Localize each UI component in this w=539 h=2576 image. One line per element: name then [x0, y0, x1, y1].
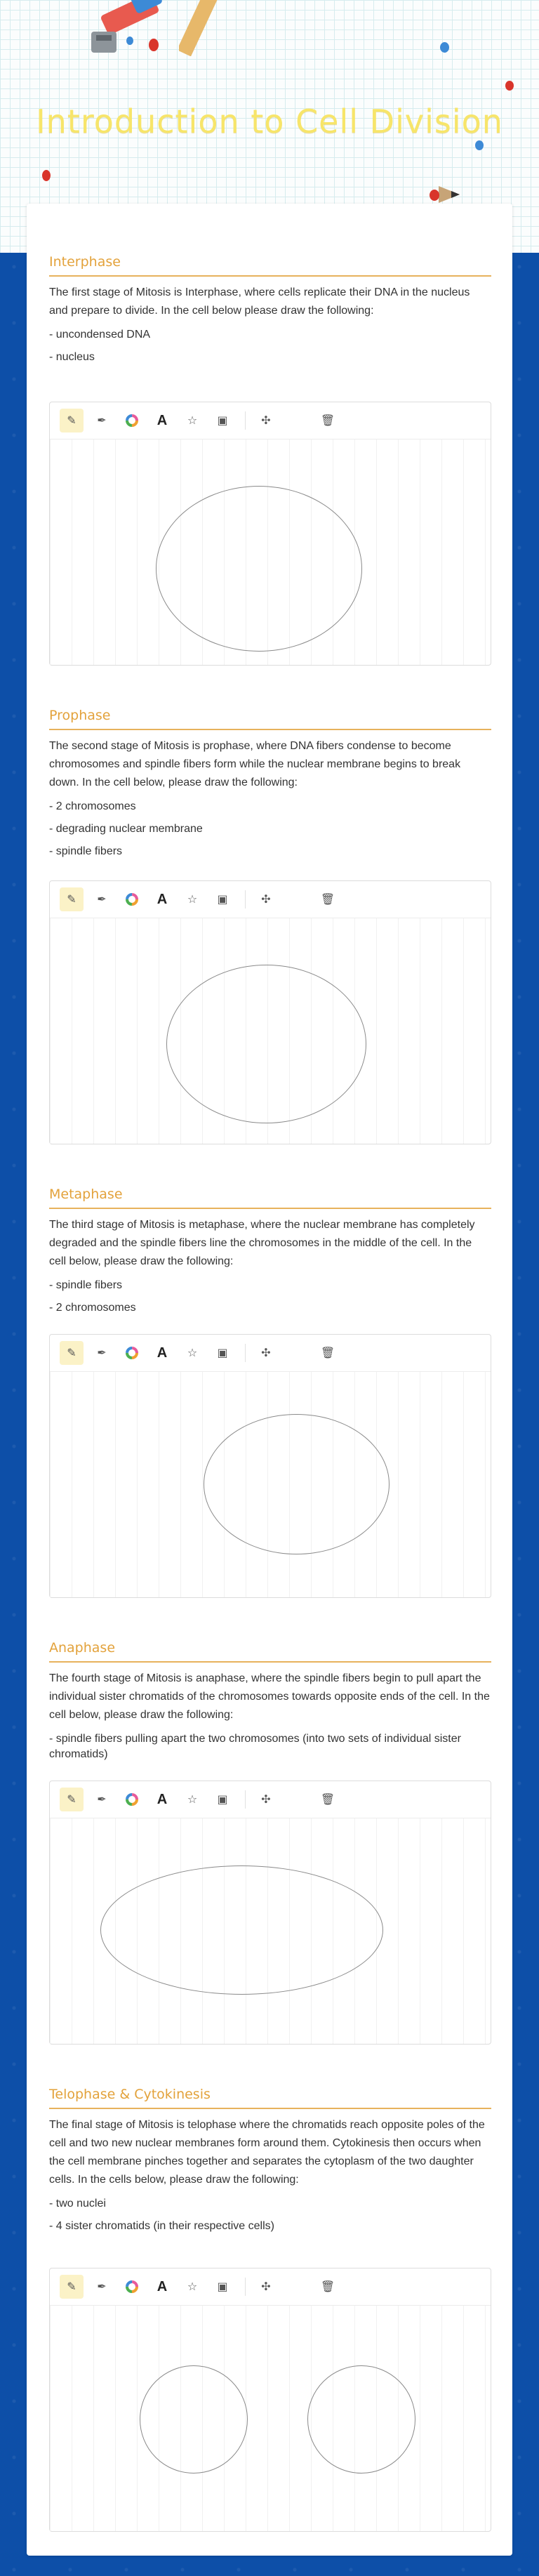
drawing-toolbar	[50, 2268, 491, 2306]
move-icon: ✣	[261, 1794, 271, 1806]
color-picker[interactable]	[120, 1788, 144, 1811]
section-description: The fourth stage of Mitosis is anaphase, where the spindle fibers begin to pull apart the individual sister chromatids of the chromosomes towards opposite ends of the cell. In the cell below, please draw the following:	[49, 1672, 490, 1721]
image-icon: ▣	[217, 415, 228, 427]
pen-icon: ✒	[97, 894, 107, 906]
delete-tool[interactable]	[316, 1341, 340, 1365]
color-picker[interactable]	[120, 2275, 144, 2299]
drawing-canvas[interactable]	[50, 1372, 491, 1597]
highlighter-tool[interactable]	[60, 2275, 84, 2299]
move-icon: ✣	[261, 415, 271, 427]
star-icon: ☆	[187, 415, 198, 427]
cell-outline	[100, 1865, 383, 1995]
star-icon: ☆	[187, 2281, 198, 2293]
section-prophase	[49, 708, 491, 859]
pencil-tip-icon	[439, 186, 467, 206]
move-tool[interactable]	[254, 887, 278, 911]
bullet-item: - uncondensed DNA	[49, 329, 151, 341]
cell-outline-left	[140, 2365, 248, 2473]
text-tool[interactable]	[150, 1788, 174, 1811]
page-title: Introduction to Cell Division	[36, 103, 503, 140]
decor-dot	[475, 140, 484, 150]
image-tool[interactable]	[211, 1788, 234, 1811]
trash-icon: 🗑	[320, 894, 335, 906]
move-icon: ✣	[261, 1347, 271, 1359]
image-tool[interactable]	[211, 409, 234, 432]
color-wheel-icon	[126, 414, 138, 427]
shape-tool[interactable]	[180, 1788, 204, 1811]
drawing-toolbar	[50, 402, 491, 440]
move-tool[interactable]	[254, 1788, 278, 1811]
toolbar-divider	[245, 1344, 246, 1362]
decor-dot	[42, 170, 51, 181]
text-icon: A	[157, 891, 168, 907]
section-anaphase	[49, 1640, 491, 1762]
decor-dot	[126, 37, 133, 45]
image-icon: ▣	[217, 894, 228, 906]
move-icon: ✣	[261, 894, 271, 906]
highlighter-icon: ✎	[67, 415, 76, 427]
pen-tool[interactable]	[90, 887, 114, 911]
toolbar-divider	[245, 1790, 246, 1809]
delete-tool[interactable]	[316, 2275, 340, 2299]
shape-tool[interactable]	[180, 887, 204, 911]
text-icon: A	[157, 1791, 168, 1807]
trash-icon: 🗑	[320, 415, 335, 427]
section-title: Telophase & Cytokinesis	[49, 2087, 491, 2109]
decor-dot	[430, 190, 439, 201]
color-wheel-icon	[126, 2280, 138, 2293]
highlighter-tool[interactable]	[60, 1788, 84, 1811]
decor-dot	[440, 42, 449, 53]
text-icon: A	[157, 2278, 168, 2294]
cell-outline	[166, 965, 366, 1123]
color-picker[interactable]	[120, 409, 144, 432]
toolbar-divider	[245, 2278, 246, 2296]
drawing-box-anaphase	[49, 1781, 491, 2045]
pen-tool[interactable]	[90, 409, 114, 432]
shape-tool[interactable]	[180, 1341, 204, 1365]
section-title: Metaphase	[49, 1187, 491, 1209]
section-description: The first stage of Mitosis is Interphase, where cells replicate their DNA in the nucleus and prepare to divide. In the cell below please draw the following:	[49, 286, 470, 317]
star-icon: ☆	[187, 1794, 198, 1806]
section-title: Prophase	[49, 708, 491, 730]
image-icon: ▣	[217, 2281, 228, 2293]
trash-icon: 🗑	[320, 1347, 335, 1359]
section-title: Interphase	[49, 254, 491, 277]
text-tool[interactable]	[150, 887, 174, 911]
drawing-canvas[interactable]	[50, 440, 491, 665]
bullet-item: - 4 sister chromatids (in their respective cells)	[49, 2220, 274, 2232]
drawing-canvas[interactable]	[50, 1818, 491, 2044]
cell-outline	[204, 1414, 390, 1554]
pen-tool[interactable]	[90, 1341, 114, 1365]
bullet-item: - spindle fibers pulling apart the two chromosomes (into two sets of individual sister chromatids)	[49, 1733, 461, 1760]
section-description: The second stage of Mitosis is prophase, where DNA fibers condense to become chromosomes and spindle fibers form while the nuclear membrane begins to break down. In the cell below, please draw the following:	[49, 740, 461, 788]
drawing-box-telophase	[49, 2268, 491, 2532]
toolbar-divider	[245, 890, 246, 909]
star-icon: ☆	[187, 894, 198, 906]
color-picker[interactable]	[120, 1341, 144, 1365]
decor-dot	[149, 39, 159, 51]
pen-tool[interactable]	[90, 2275, 114, 2299]
pen-icon: ✒	[97, 1794, 107, 1806]
cell-outline-right	[307, 2365, 415, 2473]
section-telophase	[49, 2087, 491, 2234]
color-wheel-icon	[126, 1347, 138, 1359]
bullet-item: - 2 chromosomes	[49, 800, 136, 812]
highlighter-tool[interactable]	[60, 409, 84, 432]
star-icon: ☆	[187, 1347, 198, 1359]
color-picker[interactable]	[120, 887, 144, 911]
move-tool[interactable]	[254, 1341, 278, 1365]
highlighter-tool[interactable]	[60, 887, 84, 911]
bullet-item: - spindle fibers	[49, 1279, 123, 1291]
shape-tool[interactable]	[180, 2275, 204, 2299]
text-icon: A	[157, 412, 168, 428]
sharpener-icon	[88, 25, 123, 60]
drawing-toolbar	[50, 1781, 491, 1818]
text-icon: A	[157, 1345, 168, 1361]
drawing-canvas[interactable]	[50, 918, 491, 1144]
drawing-box-interphase	[49, 402, 491, 666]
highlighter-icon: ✎	[67, 1794, 76, 1806]
decor-dot	[505, 81, 514, 91]
text-tool[interactable]	[150, 2275, 174, 2299]
pen-icon: ✒	[97, 2281, 107, 2293]
bullet-item: - degrading nuclear membrane	[49, 823, 203, 835]
pen-icon: ✒	[97, 415, 107, 427]
highlighter-icon: ✎	[67, 894, 76, 906]
toolbar-divider	[245, 411, 246, 430]
image-icon: ▣	[217, 1347, 228, 1359]
pen-icon: ✒	[97, 1347, 107, 1359]
drawing-canvas[interactable]	[50, 2306, 491, 2531]
trash-icon: 🗑	[320, 2281, 335, 2293]
image-tool[interactable]	[211, 1341, 234, 1365]
shape-tool[interactable]	[180, 409, 204, 432]
cell-outline	[156, 486, 362, 652]
drawing-toolbar	[50, 881, 491, 918]
highlighter-icon: ✎	[67, 1347, 76, 1359]
bullet-item: - two nuclei	[49, 2198, 106, 2210]
image-icon: ▣	[217, 1794, 228, 1806]
delete-tool[interactable]	[316, 887, 340, 911]
delete-tool[interactable]	[316, 409, 340, 432]
highlighter-icon: ✎	[67, 2281, 76, 2293]
section-description: The third stage of Mitosis is metaphase, where the nuclear membrane has completely degraded and the spindle fibers line the chromosomes in the middle of the cell. In the cell below, please draw the following:	[49, 1219, 475, 1267]
color-wheel-icon	[126, 1793, 138, 1806]
section-description: The final stage of Mitosis is telophase where the chromatids reach opposite poles of the cell and two new nuclear membranes form around them. Cytokinesis then occurs when the cell membrane pinches together and separates the cytoplasm of the two daughter cells. In the cells below, please draw the following:	[49, 2119, 485, 2186]
drawing-box-prophase	[49, 880, 491, 1144]
drawing-box-metaphase	[49, 1334, 491, 1598]
color-wheel-icon	[126, 893, 138, 906]
image-tool[interactable]	[211, 2275, 234, 2299]
bullet-item: - spindle fibers	[49, 845, 123, 857]
highlighter-tool[interactable]	[60, 1341, 84, 1365]
worksheet-card	[27, 204, 512, 2556]
text-tool[interactable]	[150, 409, 174, 432]
section-interphase	[49, 254, 491, 365]
ruler-icon	[179, 0, 221, 56]
section-title: Anaphase	[49, 1640, 491, 1663]
move-icon: ✣	[261, 2281, 271, 2293]
move-tool[interactable]	[254, 409, 278, 432]
text-tool[interactable]	[150, 1341, 174, 1365]
drawing-toolbar	[50, 1335, 491, 1372]
move-tool[interactable]	[254, 2275, 278, 2299]
trash-icon: 🗑	[320, 1794, 335, 1806]
section-metaphase	[49, 1187, 491, 1316]
delete-tool[interactable]	[316, 1788, 340, 1811]
bullet-item: - 2 chromosomes	[49, 1302, 136, 1314]
pen-tool[interactable]	[90, 1788, 114, 1811]
image-tool[interactable]	[211, 887, 234, 911]
bullet-item: - nucleus	[49, 351, 95, 363]
